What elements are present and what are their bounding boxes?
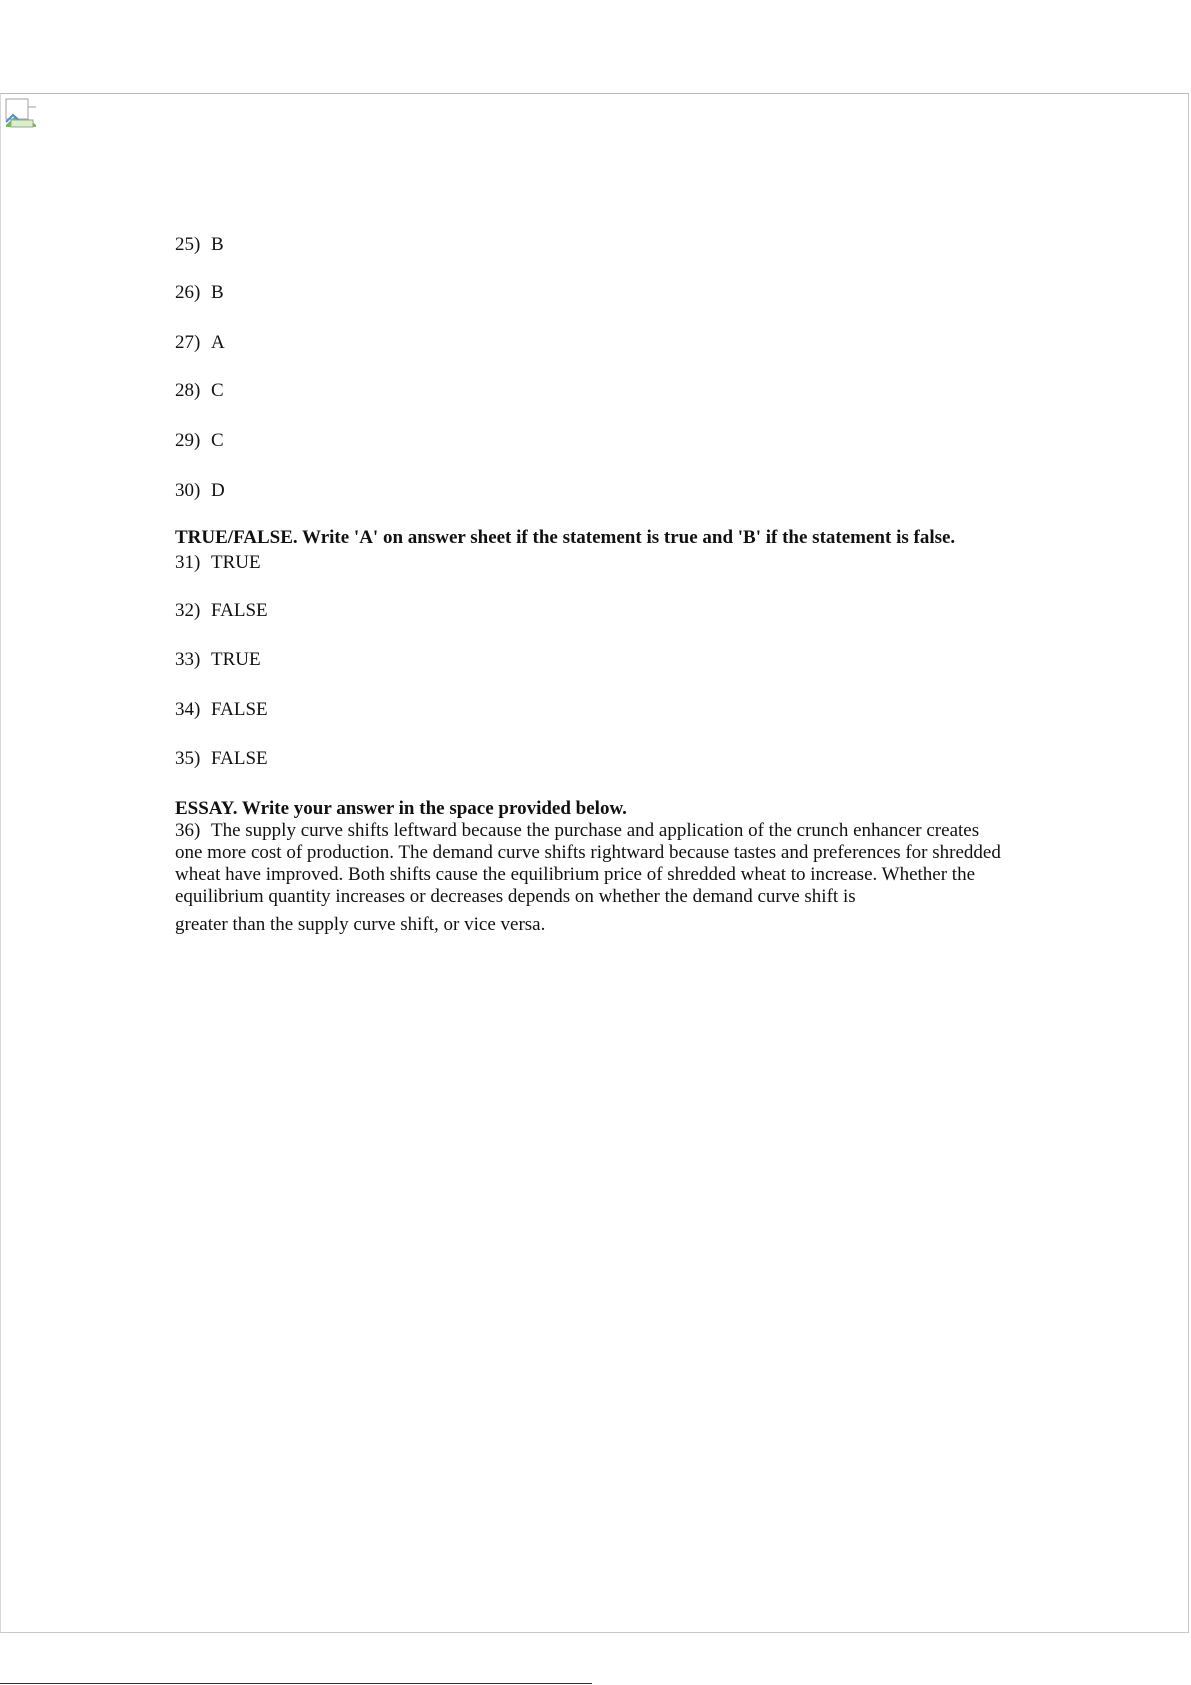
answer-number: 33) (175, 649, 201, 670)
answer-number: 25) (175, 234, 201, 255)
answer-value: TRUE (211, 649, 261, 670)
answer-number: 31) (175, 552, 201, 573)
answer-item (175, 332, 225, 354)
essay-heading: ESSAY. Write your answer in the space provided below. (175, 798, 627, 819)
answer-value: C (211, 430, 224, 451)
answer-number: 36) (175, 820, 201, 841)
answer-item (175, 649, 261, 671)
essay-answer (175, 820, 1005, 908)
answer-number: 28) (175, 380, 201, 401)
answer-number: 32) (175, 600, 201, 621)
answer-number: 35) (175, 748, 201, 769)
answer-value: B (211, 234, 224, 255)
answer-value: TRUE (211, 552, 261, 573)
answer-number: 29) (175, 430, 201, 451)
answer-number: 34) (175, 699, 201, 720)
answer-value: B (211, 282, 224, 303)
answer-number: 30) (175, 480, 201, 501)
answer-item (175, 480, 225, 502)
answer-item (175, 430, 224, 452)
answer-item (175, 699, 268, 721)
answer-number: 26) (175, 282, 201, 303)
answer-item (175, 380, 224, 402)
essay-answer-last-line: greater than the supply curve shift, or vice versa. (175, 914, 546, 935)
answer-item (175, 748, 268, 770)
answer-value: A (211, 332, 225, 353)
answer-value: C (211, 380, 224, 401)
essay-answer-text: The supply curve shifts leftward because the purchase and application of the crunch enhancer creates one more cost of production. The demand curve shifts rightward because tastes and preferences for shredded wheat have improved. Both shifts cause the equilibrium price of shredded wheat to increase. Whether the equilibrium quantity increases or decreases depends on whether the demand curve shift is (175, 820, 1001, 907)
answer-value: FALSE (211, 748, 268, 769)
answer-value: FALSE (211, 600, 268, 621)
answer-item (175, 234, 224, 256)
answer-number: 27) (175, 332, 201, 353)
true-false-heading: TRUE/FALSE. Write 'A' on answer sheet if the statement is true and 'B' if the statement is false. (175, 527, 956, 548)
answer-value: D (211, 480, 225, 501)
answer-value: FALSE (211, 699, 268, 720)
answer-item (175, 282, 224, 304)
answer-item (175, 600, 268, 622)
footer-rule (0, 1683, 592, 1684)
broken-image-icon (5, 98, 37, 128)
answer-item (175, 552, 261, 574)
